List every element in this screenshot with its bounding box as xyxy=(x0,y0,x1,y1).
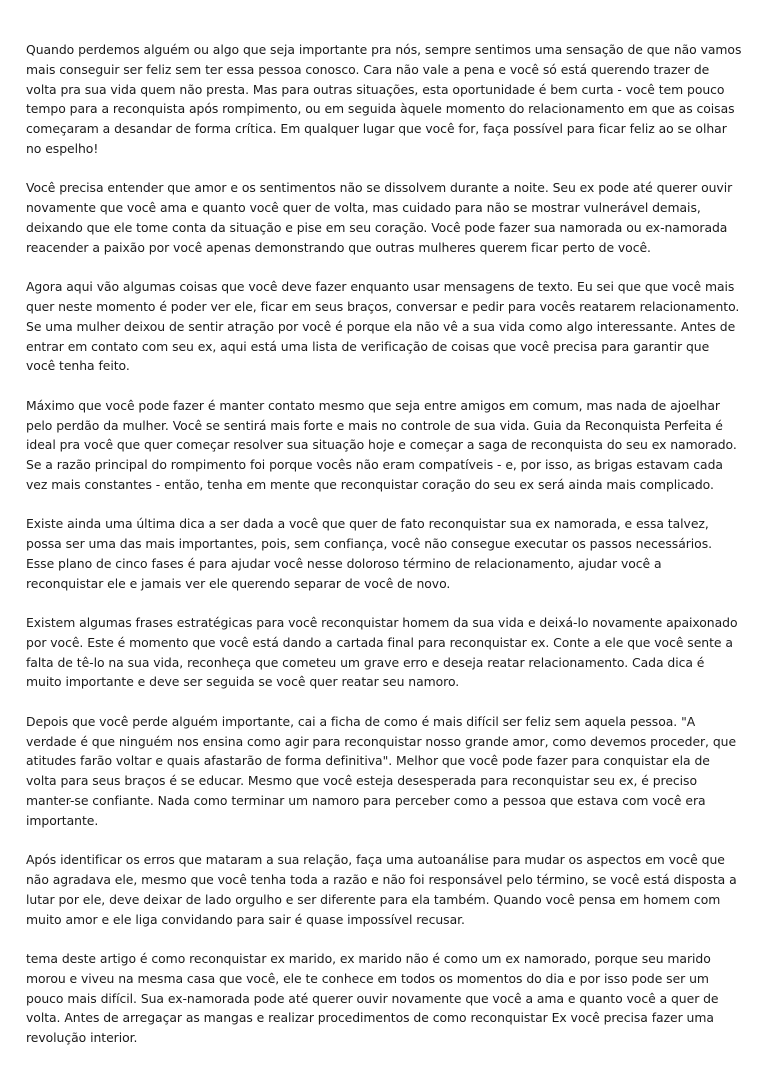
document-page xyxy=(26,40,742,1068)
paragraph-9: tema deste artigo é como reconquistar ex marido, ex marido não é como um ex namorado, porque seu marido morou e viveu na mesma casa que você, ele te conhece em todos os momentos do dia e por isso pode ser um pouco mais difícil. Sua ex-namorada pode até querer ouvir novamente que você a ama e quanto você a quer de volta. Antes de arregaçar as mangas e realizar procedimentos de como reconquistar Ex você precisa fazer uma revolução interior. xyxy=(26,951,719,1046)
paragraph-3: Agora aqui vão algumas coisas que você deve fazer enquanto usar mensagens de texto. Eu sei que que você mais quer neste momento é poder ver ele, ficar em seus braços, conversar e pedir para vocês reatarem relacionamento. Se uma mulher deixou de sentir atração por você é porque ela não vê a sua vida como algo interessante. Antes de entrar em contato com seu ex, aqui está uma lista de verificação de coisas que você precisa para garantir que você tenha feito. xyxy=(26,279,740,374)
paragraph-4: Máximo que você pode fazer é manter contato mesmo que seja entre amigos em comum, mas nada de ajoelhar pelo perdão da mulher. Você se sentirá mais forte e mais no controle de sua vida. Guia da Reconquista Perfeita é ideal pra você que quer começar resolver sua situação hoje e começar a saga de reconquista do seu ex namorado. Se a razão principal do rompimento foi porque vocês não eram compatíveis - e, por isso, as brigas estavam cada vez mais constantes - então, tenha em mente que reconquistar coração do seu ex será ainda mais complicado. xyxy=(26,397,737,492)
paragraph-2: Você precisa entender que amor e os sentimentos não se dissolvem durante a noite. Seu ex pode até querer ouvir novamente que você ama e quanto você quer de volta, mas cuidado para não se mostrar vulnerável demais, deixando que ele tome conta da situação e pise em seu coração. Você pode fazer sua namorada ou ex-namorada reacender a paixão por você apenas demonstrando que outras mulheres querem ficar perto de você. xyxy=(26,180,733,255)
paragraph-8: Após identificar os erros que mataram a sua relação, faça uma autoanálise para mudar os aspectos em você que não agradava ele, mesmo que você tenha toda a razão e não foi responsável pelo término, se você está disposta a lutar por ele, deve deixar de lado orgulho e ser diferente para ela também. Quando você pensa em homem com muito amor e ele liga convidando para sair é quase impossível recusar. xyxy=(26,852,737,927)
paragraph-7: Depois que você perde alguém importante, cai a ficha de como é mais difícil ser feliz sem aquela pessoa. "A verdade é que ninguém nos ensina como agir para reconquistar nosso grande amor, como devemos proceder, que atitudes farão voltar e quais afastarão de forma definitiva". Melhor que você pode fazer para conquistar ela de volta para seus braços é se educar. Mesmo que você esteja desesperada para reconquistar seu ex, é preciso manter-se confiante. Nada como terminar um namoro para perceber como a pessoa que estava com você era importante. xyxy=(26,713,737,828)
paragraph-5: Existe ainda uma última dica a ser dada a você que quer de fato reconquistar sua ex namorada, e essa talvez, possa ser uma das mais importantes, pois, sem confiança, você não consegue executar os passos necessários. Esse plano de cinco fases é para ajudar você nesse doloroso término de relacionamento, ajudar você a reconquistar ele e jamais ver ele querendo separar de você de novo. xyxy=(26,516,712,591)
paragraph-6: Existem algumas frases estratégicas para você reconquistar homem da sua vida e deixá-lo novamente apaixonado por você. Este é momento que você está dando a cartada final para reconquistar ex. Conte a ele que você sente a falta de tê-lo na sua vida, reconheça que cometeu um grave erro e deseja reatar relacionamento. Cada dica é muito importante e deve ser seguida se você quer reatar seu namoro. xyxy=(26,615,738,690)
paragraph-1: Quando perdemos alguém ou algo que seja importante pra nós, sempre sentimos uma sensação de que não vamos mais conseguir ser feliz sem ter essa pessoa conosco. Cara não vale a pena e você só está querendo trazer de volta pra sua vida quem não presta. Mas para outras situações, esta oportunidade é bem curta - você tem pouco tempo para a reconquista após rompimento, ou em seguida àquele momento do relacionamento em que as coisas começaram a desandar de forma crítica. Em qualquer lugar que você for, faça possível para ficar feliz ao se olhar no espelho! xyxy=(26,42,742,156)
